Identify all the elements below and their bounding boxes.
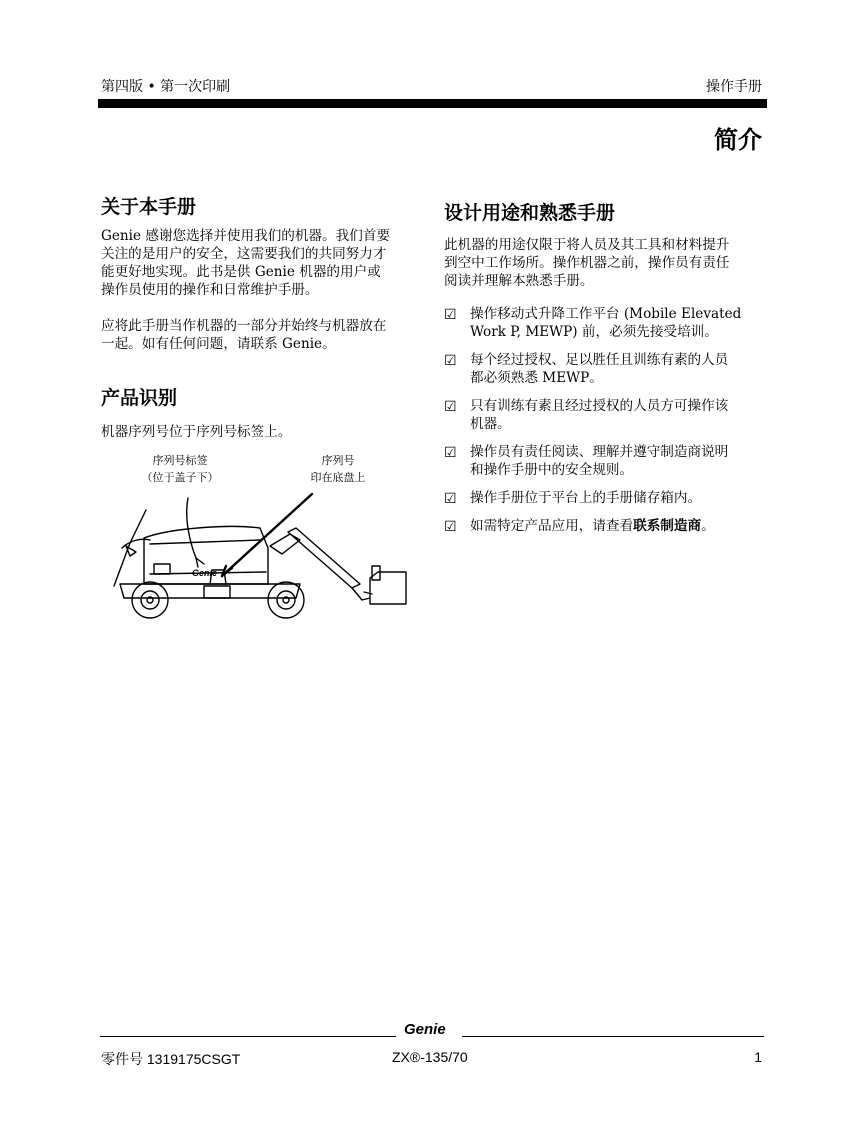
wheel-front: [132, 582, 168, 618]
list-item-line: 每个经过授权、足以胜任且训练有素的人员: [470, 352, 729, 368]
chassis-box: [204, 586, 230, 598]
intended-use-heading: 设计用途和熟悉手册: [444, 202, 616, 224]
about-para-1-line-1: Genie 感谢您选择并使用我们的机器。我们首要: [101, 228, 391, 244]
footer-part-number: 零件号 1319175CSGT: [101, 1051, 241, 1067]
list-item: [444, 351, 766, 387]
intended-use-intro-line-2: 到空中工作场所。操作机器之前，操作员有责任: [444, 255, 730, 271]
list-item-line: [470, 517, 766, 535]
about-para-2-line-1: 应将此手册当作机器的一部分并始终与机器放在: [101, 318, 387, 334]
boom-pivot: [270, 534, 300, 554]
platform-mount: [364, 592, 372, 594]
footer-rule-right: [462, 1036, 764, 1037]
list-item-line: 只有训练有素且经过授权的人员方可操作该: [470, 398, 729, 414]
checkbox-icon: ☑: [444, 353, 457, 369]
list-item: [444, 305, 766, 341]
list-item: [444, 489, 766, 507]
wheel-rear: [268, 582, 304, 618]
machine-logo: Genie: [192, 568, 218, 578]
list-item-line: 操作移动式升降工作平台 (Mobile Elevated: [470, 306, 742, 322]
about-para-1: [101, 227, 421, 299]
list-item: [444, 517, 766, 535]
header-manual-type: 操作手册: [706, 79, 762, 95]
footer-logo: Genie: [404, 1021, 446, 1038]
turntable-panel: [154, 564, 170, 574]
page-title: 简介: [714, 126, 762, 154]
callout-serial-number-line-1: 序列号: [321, 454, 355, 467]
list-item-line: 和操作手册中的安全规则。: [470, 462, 634, 478]
footer-page-number: 1: [754, 1049, 762, 1065]
checkbox-icon: ☑: [444, 307, 457, 323]
list-item-line: 都必须熟悉 MEWP。: [470, 370, 603, 386]
about-para-2: [101, 317, 421, 353]
list-item-line: 操作手册位于平台上的手册储存箱内。: [470, 490, 702, 506]
list-item: [444, 397, 766, 433]
leader-line-number: [222, 494, 312, 576]
list-item-prefix: 如需特定产品应用，请查看: [470, 518, 634, 534]
callout-serial-label: [125, 452, 235, 486]
callout-serial-number: [293, 452, 383, 486]
callout-serial-label-line-1: 序列号标签: [152, 454, 208, 467]
requirements-list: [444, 305, 766, 545]
about-para-1-line-2: 关注的是用户的安全，这需要我们的共同努力才: [101, 246, 387, 262]
intended-use-intro: [444, 236, 766, 290]
product-id-heading: 产品识别: [101, 387, 178, 409]
list-item-line: 机器。: [470, 416, 511, 432]
callout-serial-label-line-2: （位于盖子下）: [141, 471, 219, 484]
about-heading: 关于本手册: [101, 196, 197, 218]
machine-illustration: [100, 488, 420, 623]
header-edition: 第四版 • 第一次印刷: [101, 79, 231, 95]
header-rule: [98, 99, 767, 108]
callout-serial-number-line-2: 印在底盘上: [310, 471, 366, 484]
list-item-line: Work P, MEWP) 前，必须先接受培训。: [470, 324, 718, 340]
list-item-line: 操作员有责任阅读、理解并遵守制造商说明: [470, 444, 729, 460]
list-item-suffix: 。: [701, 518, 715, 534]
about-para-1-line-4: 操作员使用的操作和日常维护手册。: [101, 282, 319, 298]
checkbox-icon: ☑: [444, 491, 457, 507]
turntable-line-1: [150, 540, 260, 544]
contact-manufacturer-text: 联系制造商: [633, 518, 702, 534]
wheel-front-hub: [141, 591, 159, 609]
footer-rule-left: [100, 1036, 396, 1037]
about-para-2-line-2: 一起。如有任何问题，请联系 Genie。: [101, 336, 336, 352]
intended-use-intro-line-1: 此机器的用途仅限于将人员及其工具和材料提升: [444, 237, 730, 253]
checkbox-icon: ☑: [444, 519, 457, 535]
wheel-rear-hub: [277, 591, 295, 609]
boom-main: [288, 528, 360, 588]
intended-use-intro-line-3: 阅读并理解本熟悉手册。: [444, 273, 594, 289]
about-para-1-line-3: 能更好地实现。此书是供 Genie 机器的用户或: [101, 264, 381, 280]
checkbox-icon: ☑: [444, 399, 457, 415]
counterweight-tab: [126, 546, 136, 556]
footer-model: ZX®-135/70: [392, 1049, 468, 1065]
platform-basket: [370, 572, 406, 604]
product-id-text: 机器序列号位于序列号标签上。: [101, 424, 292, 440]
leader-arrow-label: [196, 558, 204, 567]
list-item: [444, 443, 766, 479]
boom-jib: [352, 588, 370, 600]
checkbox-icon: ☑: [444, 445, 457, 461]
